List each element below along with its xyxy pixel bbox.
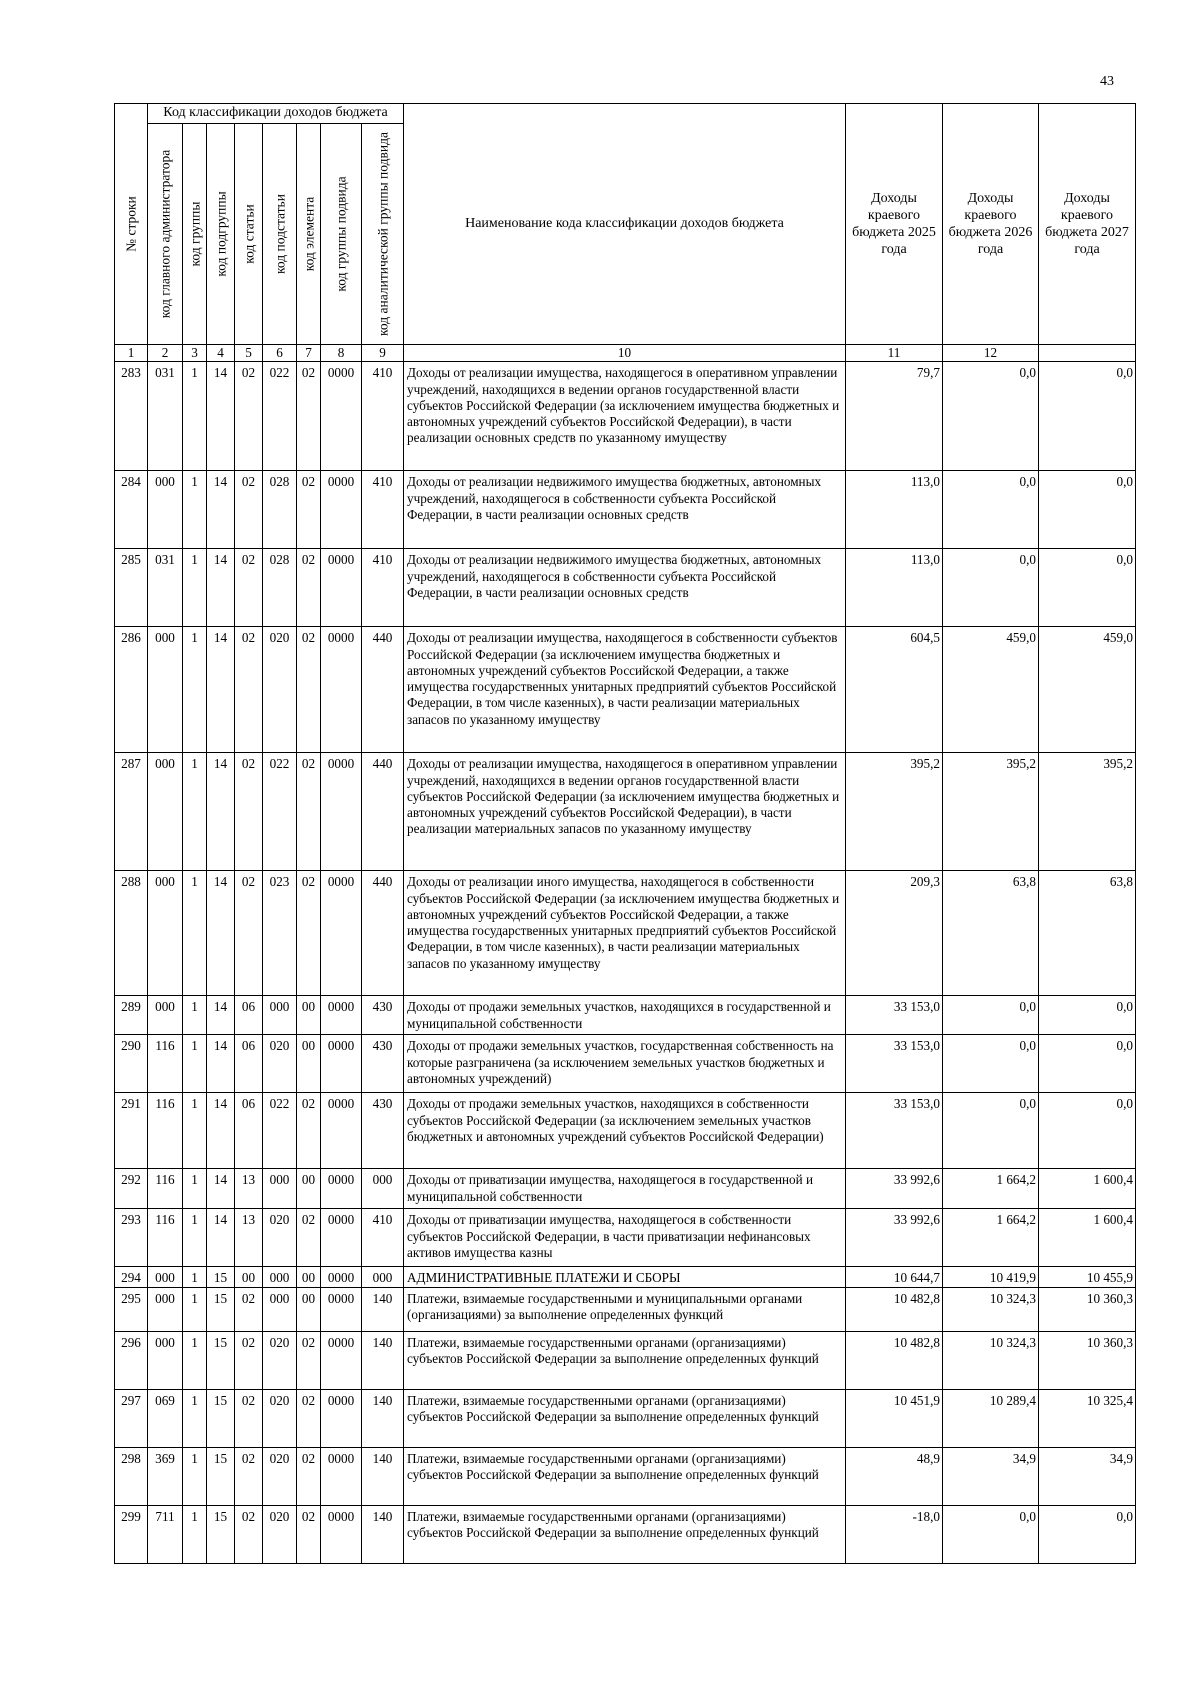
amount-2026: 34,9 [943, 1447, 1039, 1505]
admin-code: 031 [148, 549, 183, 627]
article-code: 02 [235, 362, 263, 471]
analytic-group-code: 430 [362, 1035, 404, 1093]
analytic-group-code: 140 [362, 1389, 404, 1447]
subgroup-code: 15 [207, 1267, 235, 1287]
element-code: 00 [297, 1287, 321, 1331]
element-code: 02 [297, 1209, 321, 1267]
amount-2027: 0,0 [1039, 362, 1136, 471]
amount-2025: 33 153,0 [846, 1093, 943, 1169]
table-row [115, 1331, 1136, 1389]
analytic-group-code: 140 [362, 1287, 404, 1331]
amount-2025: 33 153,0 [846, 1035, 943, 1093]
admin-code: 116 [148, 1093, 183, 1169]
table-row [115, 1505, 1136, 1563]
element-code: 02 [297, 1447, 321, 1505]
group-code: 1 [183, 996, 207, 1035]
subtype-group-code: 0000 [321, 1389, 362, 1447]
analytic-group-code: 440 [362, 627, 404, 753]
table-row [115, 549, 1136, 627]
element-code: 02 [297, 1505, 321, 1563]
column-number: 10 [404, 345, 846, 362]
header-group-code: код группы [183, 124, 207, 345]
column-number: 12 [943, 345, 1039, 362]
subgroup-code: 14 [207, 362, 235, 471]
amount-2025: 10 482,8 [846, 1331, 943, 1389]
analytic-group-code: 410 [362, 471, 404, 549]
admin-code: 069 [148, 1389, 183, 1447]
group-code: 1 [183, 1035, 207, 1093]
subgroup-code: 15 [207, 1447, 235, 1505]
element-code: 02 [297, 627, 321, 753]
header-row-number: № строки [115, 104, 148, 345]
article-code: 00 [235, 1267, 263, 1287]
group-code: 1 [183, 753, 207, 871]
row-number: 295 [115, 1287, 148, 1331]
subgroup-code: 14 [207, 1035, 235, 1093]
amount-2027: 10 360,3 [1039, 1331, 1136, 1389]
header-element-code: код элемента [297, 124, 321, 345]
amount-2027: 459,0 [1039, 627, 1136, 753]
row-number: 287 [115, 753, 148, 871]
subarticle-code: 020 [263, 1389, 297, 1447]
amount-2026: 1 664,2 [943, 1209, 1039, 1267]
subarticle-code: 000 [263, 1267, 297, 1287]
admin-code: 031 [148, 362, 183, 471]
revenue-name: Доходы от реализации недвижимого имущества бюджетных, автономных учреждений, находящегося в собственности субъекта Российской Федерации, в части реализации основных средств [404, 471, 846, 549]
subarticle-code: 000 [263, 1169, 297, 1209]
amount-2027: 10 360,3 [1039, 1287, 1136, 1331]
analytic-group-code: 430 [362, 1093, 404, 1169]
subtype-group-code: 0000 [321, 1287, 362, 1331]
article-code: 02 [235, 1447, 263, 1505]
subgroup-code: 14 [207, 1209, 235, 1267]
group-code: 1 [183, 1169, 207, 1209]
header-amount-2026: Доходы краевого бюджета 2026 года [943, 104, 1039, 345]
header-admin-code: код главного администратора [148, 124, 183, 345]
revenue-name: Доходы от реализации недвижимого имущества бюджетных, автономных учреждений, находящегося в собственности субъекта Российской Федерации, в части реализации основных средств [404, 549, 846, 627]
group-code: 1 [183, 362, 207, 471]
amount-2025: 113,0 [846, 549, 943, 627]
article-code: 02 [235, 871, 263, 996]
amount-2027: 10 455,9 [1039, 1267, 1136, 1287]
table-row [115, 753, 1136, 871]
subarticle-code: 020 [263, 1331, 297, 1389]
subtype-group-code: 0000 [321, 627, 362, 753]
row-number: 299 [115, 1505, 148, 1563]
subgroup-code: 15 [207, 1505, 235, 1563]
admin-code: 000 [148, 627, 183, 753]
header-analytic-group-code: код аналитической группы подвида [362, 124, 404, 345]
amount-2027: 0,0 [1039, 996, 1136, 1035]
table-row [115, 1169, 1136, 1209]
revenue-name: Доходы от приватизации имущества, находящегося в собственности субъектов Российской Федерации, в части приватизации нефинансовых активов имущества казны [404, 1209, 846, 1267]
header-subgroup-code: код подгруппы [207, 124, 235, 345]
analytic-group-code: 140 [362, 1447, 404, 1505]
element-code: 02 [297, 871, 321, 996]
admin-code: 000 [148, 471, 183, 549]
subgroup-code: 14 [207, 627, 235, 753]
admin-code: 116 [148, 1035, 183, 1093]
amount-2026: 395,2 [943, 753, 1039, 871]
analytic-group-code: 140 [362, 1505, 404, 1563]
table-row [115, 1267, 1136, 1287]
revenue-name: Платежи, взимаемые государственными органами (организациями) субъектов Российской Федерации за выполнение определенных функций [404, 1505, 846, 1563]
element-code: 00 [297, 1267, 321, 1287]
element-code: 00 [297, 1169, 321, 1209]
row-number: 286 [115, 627, 148, 753]
amount-2025: 79,7 [846, 362, 943, 471]
subtype-group-code: 0000 [321, 1505, 362, 1563]
header-subarticle-code: код подстатьи [263, 124, 297, 345]
page-number: 43 [1100, 74, 1114, 89]
element-code: 02 [297, 549, 321, 627]
budget-revenue-table [114, 103, 1136, 1564]
subtype-group-code: 0000 [321, 549, 362, 627]
group-code: 1 [183, 549, 207, 627]
element-code: 02 [297, 753, 321, 871]
analytic-group-code: 410 [362, 549, 404, 627]
article-code: 02 [235, 1505, 263, 1563]
column-number: 1 [115, 345, 148, 362]
group-code: 1 [183, 1505, 207, 1563]
amount-2026: 1 664,2 [943, 1169, 1039, 1209]
column-number: 4 [207, 345, 235, 362]
row-number: 296 [115, 1331, 148, 1389]
admin-code: 000 [148, 753, 183, 871]
amount-2026: 0,0 [943, 996, 1039, 1035]
row-number: 290 [115, 1035, 148, 1093]
row-number: 289 [115, 996, 148, 1035]
header-article-code: код статьи [235, 124, 263, 345]
group-code: 1 [183, 1447, 207, 1505]
column-number: 9 [362, 345, 404, 362]
element-code: 00 [297, 1035, 321, 1093]
admin-code: 369 [148, 1447, 183, 1505]
subarticle-code: 020 [263, 627, 297, 753]
column-number: 3 [183, 345, 207, 362]
article-code: 06 [235, 1093, 263, 1169]
element-code: 02 [297, 362, 321, 471]
amount-2025: 604,5 [846, 627, 943, 753]
revenue-name: Платежи, взимаемые государственными органами (организациями) субъектов Российской Федерации за выполнение определенных функций [404, 1331, 846, 1389]
amount-2027: 63,8 [1039, 871, 1136, 996]
article-code: 02 [235, 1287, 263, 1331]
revenue-name: Доходы от приватизации имущества, находящегося в государственной и муниципальной собственности [404, 1169, 846, 1209]
group-code: 1 [183, 1287, 207, 1331]
subtype-group-code: 0000 [321, 1169, 362, 1209]
amount-2025: 10 482,8 [846, 1287, 943, 1331]
element-code: 02 [297, 471, 321, 549]
admin-code: 000 [148, 871, 183, 996]
amount-2027: 1 600,4 [1039, 1169, 1136, 1209]
subarticle-code: 020 [263, 1209, 297, 1267]
column-number [1039, 345, 1136, 362]
amount-2026: 0,0 [943, 362, 1039, 471]
amount-2026: 459,0 [943, 627, 1039, 753]
admin-code: 000 [148, 1287, 183, 1331]
subtype-group-code: 0000 [321, 1331, 362, 1389]
table-row [115, 471, 1136, 549]
subgroup-code: 14 [207, 871, 235, 996]
amount-2027: 0,0 [1039, 1505, 1136, 1563]
amount-2026: 0,0 [943, 1505, 1039, 1563]
revenue-name: Доходы от реализации имущества, находящегося в оперативном управлении учреждений, находящихся в ведении органов государственной власти субъектов Российской Федерации (за исключением имущества бюджетных и автономных учреждений субъектов Российской Федерации), в части реализации материальных запасов по указанному имуществу [404, 753, 846, 871]
admin-code: 000 [148, 996, 183, 1035]
subgroup-code: 15 [207, 1331, 235, 1389]
analytic-group-code: 410 [362, 362, 404, 471]
row-number: 298 [115, 1447, 148, 1505]
subtype-group-code: 0000 [321, 1267, 362, 1287]
subtype-group-code: 0000 [321, 1035, 362, 1093]
revenue-name: Платежи, взимаемые государственными и муниципальными органами (организациями) за выполнение определенных функций [404, 1287, 846, 1331]
revenue-name: Платежи, взимаемые государственными органами (организациями) субъектов Российской Федерации за выполнение определенных функций [404, 1447, 846, 1505]
row-number: 284 [115, 471, 148, 549]
table-row [115, 1447, 1136, 1505]
element-code: 02 [297, 1331, 321, 1389]
row-number: 291 [115, 1093, 148, 1169]
revenue-name: Доходы от реализации иного имущества, находящегося в собственности субъектов Российской Федерации (за исключением имущества бюджетных и автономных учреждений субъектов Российской Федерации, а также имущества государственных унитарных предприятий субъектов Российской Федерации, в том числе казенных), в части реализации материальных запасов по указанному имуществу [404, 871, 846, 996]
group-code: 1 [183, 871, 207, 996]
article-code: 06 [235, 996, 263, 1035]
row-number: 297 [115, 1389, 148, 1447]
element-code: 02 [297, 1093, 321, 1169]
amount-2026: 10 289,4 [943, 1389, 1039, 1447]
subgroup-code: 14 [207, 549, 235, 627]
subtype-group-code: 0000 [321, 871, 362, 996]
analytic-group-code: 000 [362, 1169, 404, 1209]
amount-2027: 0,0 [1039, 549, 1136, 627]
subtype-group-code: 0000 [321, 996, 362, 1035]
row-number: 288 [115, 871, 148, 996]
amount-2026: 10 324,3 [943, 1331, 1039, 1389]
table-row [115, 1035, 1136, 1093]
article-code: 02 [235, 471, 263, 549]
analytic-group-code: 000 [362, 1267, 404, 1287]
subarticle-code: 028 [263, 549, 297, 627]
amount-2026: 0,0 [943, 1093, 1039, 1169]
amount-2025: 395,2 [846, 753, 943, 871]
amount-2027: 10 325,4 [1039, 1389, 1136, 1447]
subarticle-code: 022 [263, 753, 297, 871]
amount-2025: 10 644,7 [846, 1267, 943, 1287]
group-code: 1 [183, 1267, 207, 1287]
row-number: 294 [115, 1267, 148, 1287]
header-amount-2025: Доходы краевого бюджета 2025 года [846, 104, 943, 345]
header-amount-2027: Доходы краевого бюджета 2027 года [1039, 104, 1136, 345]
amount-2027: 395,2 [1039, 753, 1136, 871]
article-code: 06 [235, 1035, 263, 1093]
subarticle-code: 020 [263, 1447, 297, 1505]
group-code: 1 [183, 1093, 207, 1169]
amount-2025: 10 451,9 [846, 1389, 943, 1447]
analytic-group-code: 140 [362, 1331, 404, 1389]
amount-2025: 113,0 [846, 471, 943, 549]
analytic-group-code: 410 [362, 1209, 404, 1267]
group-code: 1 [183, 471, 207, 549]
article-code: 13 [235, 1169, 263, 1209]
analytic-group-code: 440 [362, 871, 404, 996]
revenue-name: Доходы от реализации имущества, находящегося в собственности субъектов Российской Федерации (за исключением имущества бюджетных и автономных учреждений субъектов Российской Федерации, а также имущества государственных унитарных предприятий субъектов Российской Федерации, в том числе казенных), в части реализации материальных запасов по указанному имуществу [404, 627, 846, 753]
revenue-name: Доходы от продажи земельных участков, находящихся в государственной и муниципальной собственности [404, 996, 846, 1035]
admin-code: 000 [148, 1267, 183, 1287]
subtype-group-code: 0000 [321, 1447, 362, 1505]
amount-2025: 33 992,6 [846, 1169, 943, 1209]
analytic-group-code: 440 [362, 753, 404, 871]
table-row [115, 1093, 1136, 1169]
revenue-name: Доходы от реализации имущества, находящегося в оперативном управлении учреждений, находящихся в ведении органов государственной власти субъектов Российской Федерации (за исключением имущества бюджетных и автономных учреждений субъектов Российской Федерации), в части реализации основных средств по указанному имуществу [404, 362, 846, 471]
element-code: 00 [297, 996, 321, 1035]
revenue-name: Доходы от продажи земельных участков, находящихся в собственности субъектов Российской Федерации (за исключением земельных участков бюджетных и автономных учреждений субъектов Российской Федерации) [404, 1093, 846, 1169]
subgroup-code: 14 [207, 1169, 235, 1209]
column-number: 8 [321, 345, 362, 362]
subtype-group-code: 0000 [321, 471, 362, 549]
table-row [115, 1209, 1136, 1267]
subarticle-code: 022 [263, 362, 297, 471]
column-number: 7 [297, 345, 321, 362]
row-number: 285 [115, 549, 148, 627]
header-name: Наименование кода классификации доходов бюджета [404, 104, 846, 345]
admin-code: 711 [148, 1505, 183, 1563]
amount-2026: 10 324,3 [943, 1287, 1039, 1331]
amount-2026: 0,0 [943, 1035, 1039, 1093]
column-number: 5 [235, 345, 263, 362]
article-code: 02 [235, 1331, 263, 1389]
amount-2027: 34,9 [1039, 1447, 1136, 1505]
header-classification-group: Код классификации доходов бюджета [148, 104, 404, 124]
table-row [115, 627, 1136, 753]
column-number: 6 [263, 345, 297, 362]
amount-2027: 1 600,4 [1039, 1209, 1136, 1267]
admin-code: 000 [148, 1331, 183, 1389]
column-number: 11 [846, 345, 943, 362]
amount-2026: 63,8 [943, 871, 1039, 996]
subtype-group-code: 0000 [321, 1209, 362, 1267]
analytic-group-code: 430 [362, 996, 404, 1035]
row-number: 292 [115, 1169, 148, 1209]
amount-2027: 0,0 [1039, 471, 1136, 549]
revenue-name: Доходы от продажи земельных участков, государственная собственность на которые разграничена (за исключением земельных участков бюджетных и автономных учреждений) [404, 1035, 846, 1093]
table-row [115, 996, 1136, 1035]
row-number: 283 [115, 362, 148, 471]
amount-2025: 209,3 [846, 871, 943, 996]
amount-2026: 0,0 [943, 471, 1039, 549]
amount-2026: 10 419,9 [943, 1267, 1039, 1287]
subarticle-code: 000 [263, 996, 297, 1035]
subtype-group-code: 0000 [321, 362, 362, 471]
amount-2026: 0,0 [943, 549, 1039, 627]
admin-code: 116 [148, 1209, 183, 1267]
amount-2025: 48,9 [846, 1447, 943, 1505]
amount-2027: 0,0 [1039, 1093, 1136, 1169]
element-code: 02 [297, 1389, 321, 1447]
article-code: 13 [235, 1209, 263, 1267]
amount-2025: -18,0 [846, 1505, 943, 1563]
subgroup-code: 15 [207, 1287, 235, 1331]
group-code: 1 [183, 1331, 207, 1389]
article-code: 02 [235, 753, 263, 871]
subarticle-code: 023 [263, 871, 297, 996]
column-number: 2 [148, 345, 183, 362]
subarticle-code: 022 [263, 1093, 297, 1169]
group-code: 1 [183, 627, 207, 753]
subarticle-code: 020 [263, 1505, 297, 1563]
table-row [115, 871, 1136, 996]
revenue-name: Платежи, взимаемые государственными органами (организациями) субъектов Российской Федерации за выполнение определенных функций [404, 1389, 846, 1447]
amount-2025: 33 153,0 [846, 996, 943, 1035]
table-row [115, 1287, 1136, 1331]
subarticle-code: 028 [263, 471, 297, 549]
subgroup-code: 15 [207, 1389, 235, 1447]
subgroup-code: 14 [207, 753, 235, 871]
article-code: 02 [235, 1389, 263, 1447]
group-code: 1 [183, 1389, 207, 1447]
group-code: 1 [183, 1209, 207, 1267]
subarticle-code: 020 [263, 1035, 297, 1093]
subtype-group-code: 0000 [321, 1093, 362, 1169]
subgroup-code: 14 [207, 471, 235, 549]
table-row [115, 1389, 1136, 1447]
revenue-name: АДМИНИСТРАТИВНЫЕ ПЛАТЕЖИ И СБОРЫ [404, 1267, 846, 1287]
amount-2025: 33 992,6 [846, 1209, 943, 1267]
table-row [115, 362, 1136, 471]
article-code: 02 [235, 627, 263, 753]
subarticle-code: 000 [263, 1287, 297, 1331]
admin-code: 116 [148, 1169, 183, 1209]
row-number: 293 [115, 1209, 148, 1267]
subgroup-code: 14 [207, 996, 235, 1035]
article-code: 02 [235, 549, 263, 627]
header-subtype-group-code: код группы подвида [321, 124, 362, 345]
column-number-row [115, 345, 1136, 362]
subtype-group-code: 0000 [321, 753, 362, 871]
subgroup-code: 14 [207, 1093, 235, 1169]
amount-2027: 0,0 [1039, 1035, 1136, 1093]
